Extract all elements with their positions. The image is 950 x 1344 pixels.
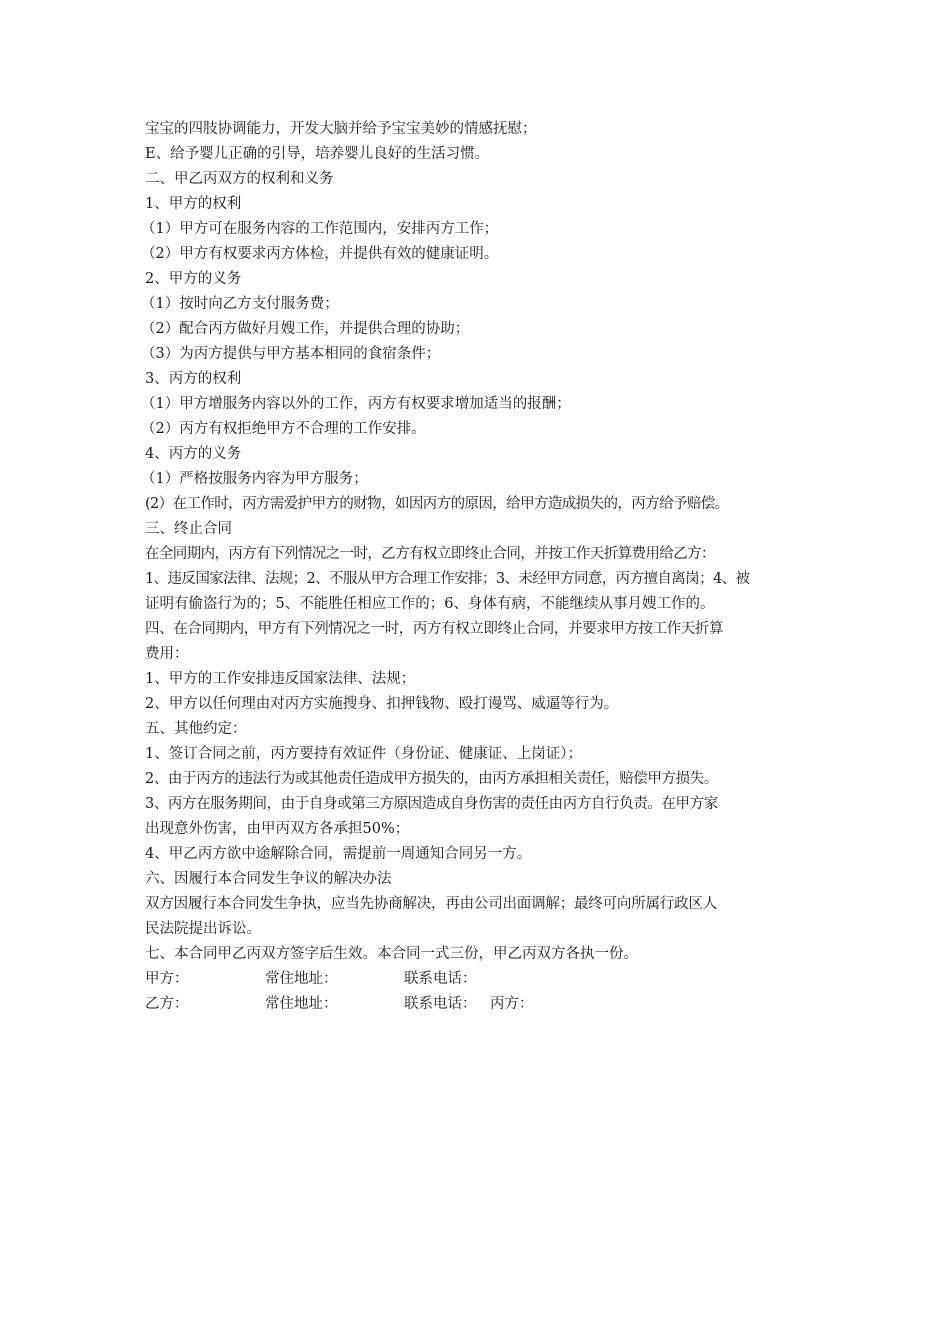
address-label: 常住地址： [265, 971, 338, 987]
list-item: （1）严格按服务内容为甲方服务； [141, 471, 368, 487]
text-line: 双方因履行本合同发生争执，应当先协商解决，再由公司出面调解；最终可向所属行政区人 [145, 896, 717, 912]
list-item: （1）甲方可在服务内容的工作范围内，安排丙方工作； [141, 221, 499, 237]
text-line: 出现意外伤害，由甲丙双方各承担50%； [145, 821, 410, 837]
list-item: （1）按时向乙方支付服务费； [141, 296, 339, 312]
text-line: 1、签订合同之前，丙方要持有效证件（身份证、健康证、上岗证）； [145, 746, 582, 762]
party-a-label: 甲方： [145, 971, 189, 987]
section-heading: 四、在合同期内，甲方有下列情况之一时，丙方有权立即终止合同，并要求甲方按工作天折算 [145, 621, 724, 637]
section-heading: 六、因履行本合同发生争议的解决办法 [145, 871, 392, 887]
subsection-heading: 3、丙方的权利 [145, 371, 242, 387]
section-heading: 五、其他约定： [145, 721, 247, 737]
text-line: 在全同期内，丙方有下列情况之一时，乙方有权立即终止合同，并按工作天折算费用给乙方： [145, 546, 715, 562]
text-line: 2、甲方以任何理由对丙方实施搜身、扣押钱物、殴打谩骂、威逼等行为。 [145, 696, 619, 712]
text-line: 2、由于丙方的违法行为或其他责任造成甲方损失的，由丙方承担相关责任，赔偿甲方损失。 [145, 771, 718, 787]
text-line: 3、丙方在服务期间，由于自身或第三方原因造成自身伤害的责任由丙方自行负责。在甲方家 [145, 796, 718, 812]
list-item: （2）甲方有权要求丙方体检，并提供有效的健康证明。 [141, 246, 499, 262]
phone-label: 联系电话： [404, 971, 477, 987]
text-line: 4、甲乙丙方欲中途解除合同，需提前一周通知合同另一方。 [145, 846, 532, 862]
list-item: （1）甲方增服务内容以外的工作，丙方有权要求增加适当的报酬； [141, 396, 571, 412]
section-heading: 七、本合同甲乙丙双方签字后生效。本合同一式三份，甲乙丙双方各执一份。 [145, 946, 638, 962]
party-b-label: 乙方： [145, 996, 189, 1012]
list-item: (2）在工作时，丙方需爱护甲方的财物，如因丙方的原因，给甲方造成损失的，丙方给予赔偿。 [145, 496, 729, 512]
document-page [141, 117, 825, 1017]
subsection-heading: 4、丙方的义务 [145, 446, 242, 462]
section-heading: 三、终止合同 [145, 521, 232, 537]
section-heading: 二、甲乙丙双方的权利和义务 [145, 171, 334, 187]
party-c-label: 丙方： [490, 996, 534, 1012]
subsection-heading: 2、甲方的义务 [145, 271, 242, 287]
text-line: 民法院提出诉讼。 [145, 921, 261, 937]
phone-label: 联系电话： [404, 996, 477, 1012]
address-label: 常住地址： [265, 996, 338, 1012]
text-line: 证明有偷盗行为的；5、不能胜任相应工作的；6、身体有病，不能继续从事月嫂工作的。 [145, 596, 715, 612]
text-line: 1、甲方的工作安排违反国家法律、法规； [145, 671, 416, 687]
list-item: （3）为丙方提供与甲方基本相同的食宿条件； [141, 346, 441, 362]
text-line: 宝宝的四肢协调能力，开发大脑并给予宝宝美妙的情感抚慰； [145, 121, 537, 137]
signature-row-1 [145, 967, 825, 992]
text-line: 1、违反国家法律、法规；2、不服从甲方合理工作安排；3、未经甲方同意，丙方擅自离岗；4、被 [145, 571, 750, 587]
text-line: E、给予婴儿正确的引导，培养婴儿良好的生活习惯。 [145, 146, 490, 162]
subsection-heading: 1、甲方的权利 [145, 196, 242, 212]
signature-row-2 [145, 992, 825, 1017]
list-item: （2）丙方有权拒绝甲方不合理的工作安排。 [141, 421, 426, 437]
list-item: （2）配合丙方做好月嫂工作，并提供合理的协助； [141, 321, 470, 337]
text-line: 费用： [145, 646, 189, 662]
